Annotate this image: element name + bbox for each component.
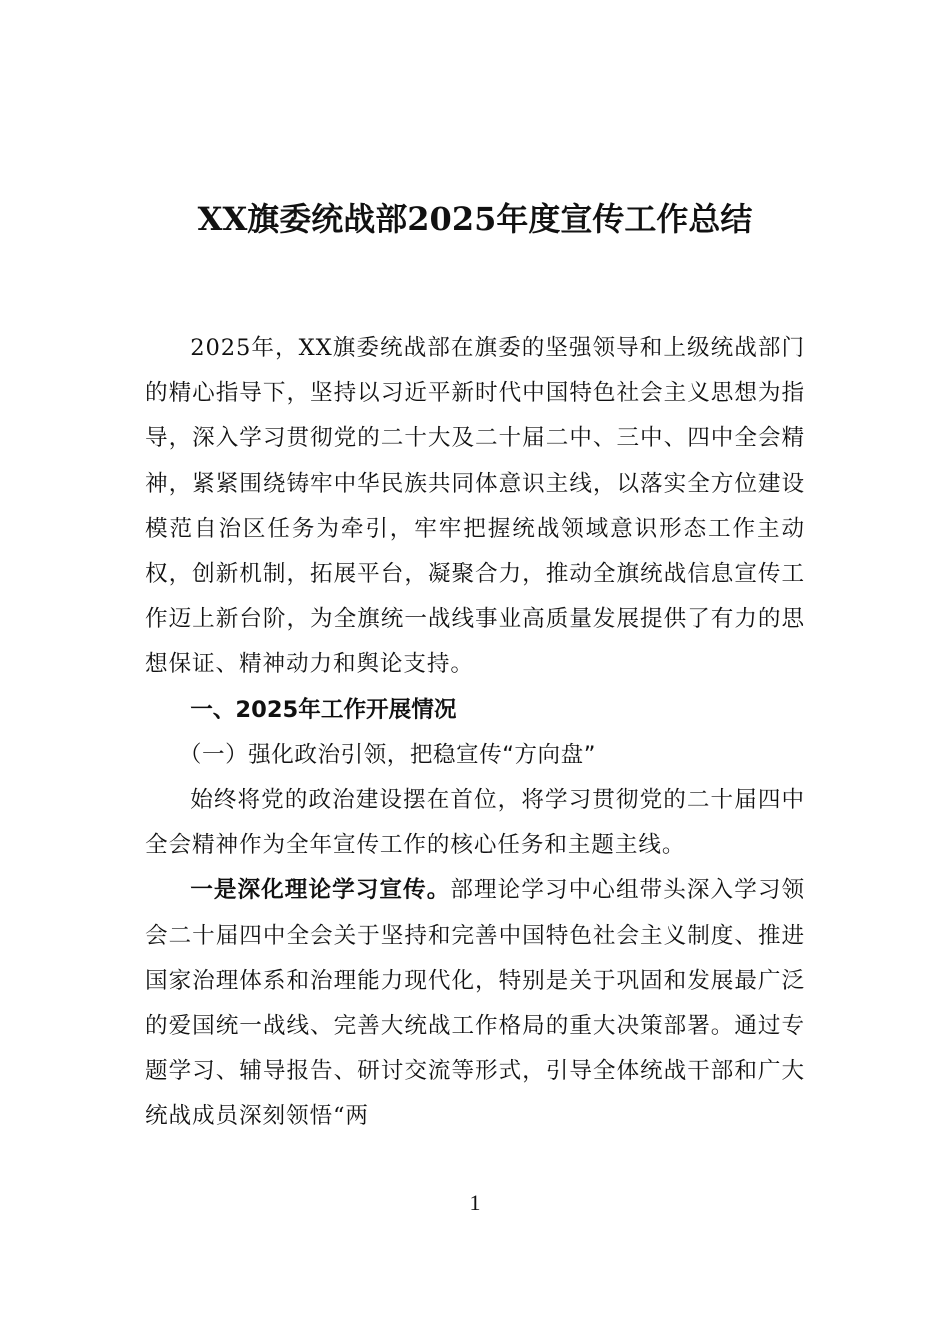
intro-paragraph: 2025年，XX旗委统战部在旗委的坚强领导和上级统战部门的精心指导下，坚持以习近平新时代中国特色社会主义思想为指导，深入学习贯彻党的二十大及二十届二中、三中、四中全会精神，紧紧围绕铸牢中华民族共同体意识主线，以落实全方位建设模范自治区任务为牵引，牢牢把握统战领域意识形态工作主动权，创新机制，拓展平台，凝聚合力，推动全旗统战信息宣传工作迈上新台阶，为全旗统一战线事业高质量发展提供了有力的思想保证、精神动力和舆论支持。: [145, 335, 805, 678]
politics-paragraph: 始终将党的政治建设摆在首位，将学习贯彻党的二十届四中全会精神作为全年宣传工作的核心任务和主题主线。: [145, 787, 805, 859]
theory-body-text: 部理论学习中心组带头深入学习领会二十届四中全会关于坚持和完善中国特色社会主义制度、推进国家治理体系和治理能力现代化，特别是关于巩固和发展最广泛的爱国统一战线、完善大统战工作格局的重大决策部署。通过专题学习、辅导报告、研讨交流等形式，引导全体统战干部和广大统战成员深刻领悟“两: [145, 877, 806, 1130]
theory-lead-text: 一是深化理论学习宣传。: [190, 877, 451, 904]
page-number: 1: [469, 1190, 481, 1215]
section-heading: 一、2025年工作开展情况: [190, 696, 457, 723]
document-body: [145, 326, 805, 1140]
document-title: XX旗委统战部2025年度宣传工作总结: [197, 200, 753, 238]
theory-paragraph: [145, 868, 805, 1139]
subsection-heading: （一）强化政治引领，把稳宣传“方向盘”: [178, 741, 596, 768]
